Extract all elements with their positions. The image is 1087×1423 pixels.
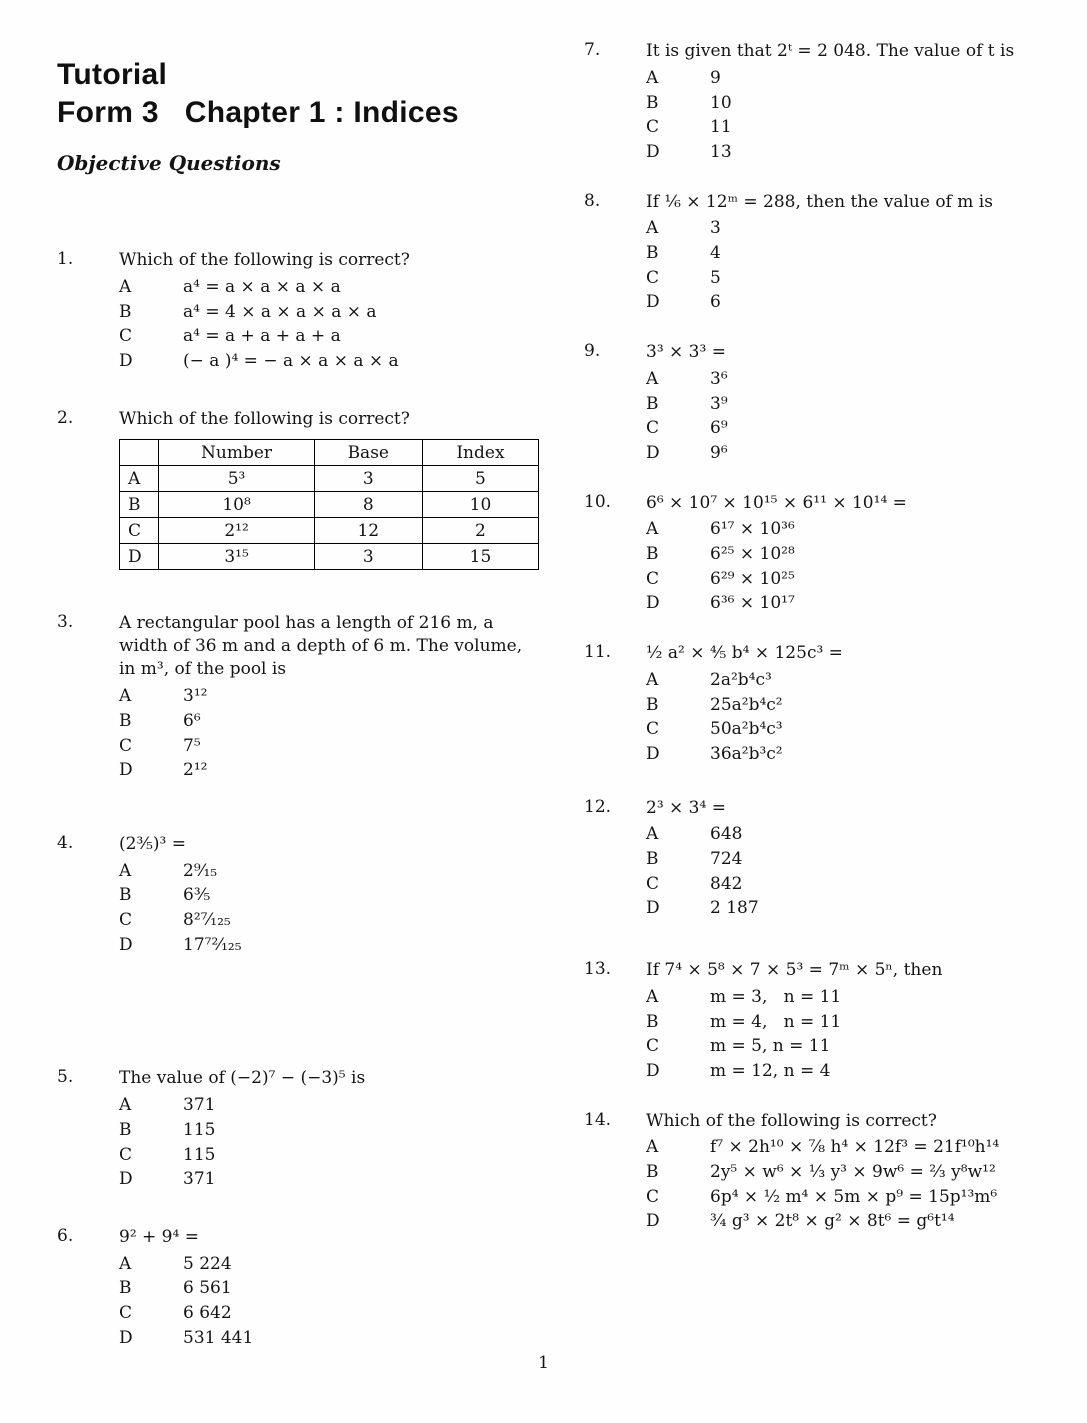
- options: [646, 517, 1037, 616]
- question-stem: (2³⁄₅)³ =: [119, 833, 187, 854]
- option-letter: C: [119, 326, 133, 347]
- options: [646, 668, 1037, 767]
- option: [646, 985, 1037, 1010]
- option-text: 6²⁵ × 10²⁸: [710, 544, 795, 565]
- option-letter: B: [646, 1162, 659, 1183]
- option-letter: C: [119, 910, 133, 931]
- option-text: 6 561: [183, 1278, 232, 1299]
- option: [646, 822, 1037, 847]
- table-header: Base: [314, 440, 422, 466]
- option-text: 6²⁹ × 10²⁵: [710, 568, 795, 589]
- table-row: [120, 518, 539, 544]
- option-text: 724: [710, 849, 743, 870]
- option-text: 10: [710, 92, 732, 113]
- option-letter: C: [646, 117, 660, 138]
- option: [646, 290, 1037, 315]
- option-text: 3⁶: [710, 368, 728, 389]
- table-header: Number: [159, 440, 314, 466]
- option-text: 50a²b⁴c³: [710, 719, 783, 740]
- question-12: [584, 797, 1037, 922]
- option: [646, 1010, 1037, 1035]
- question-7: [584, 40, 1037, 165]
- option: [646, 847, 1037, 872]
- option-text: 6³⁄₅: [183, 885, 211, 906]
- option-letter: D: [119, 1169, 133, 1190]
- option-letter: B: [119, 1119, 132, 1140]
- option-text: 25a²b⁴c²: [710, 694, 783, 715]
- option-letter: D: [119, 760, 133, 781]
- question-number: 1.: [57, 249, 74, 269]
- question-number: 11.: [584, 642, 612, 662]
- table-cell: 2: [422, 518, 538, 544]
- option: [119, 1118, 539, 1143]
- option-text: m = 3, n = 11: [710, 986, 842, 1007]
- option-letter: C: [646, 267, 660, 288]
- table-cell: A: [120, 466, 159, 492]
- option-letter: C: [646, 1036, 660, 1057]
- option-text: f⁷ × 2h¹⁰ × ⁷⁄₈ h⁴ × 12f³ = 21f¹⁰h¹⁴: [710, 1137, 1000, 1158]
- option-text: 115: [183, 1144, 216, 1165]
- option: [646, 115, 1037, 140]
- option: [646, 542, 1037, 567]
- question-stem: The value of (−2)⁷ − (−3)⁵ is: [119, 1068, 366, 1089]
- options: [119, 684, 539, 783]
- question-body: [119, 612, 539, 782]
- question-14: [584, 1110, 1037, 1235]
- option: [119, 1093, 539, 1118]
- option: [119, 684, 539, 709]
- table-header-row: [120, 440, 539, 466]
- option-letter: B: [646, 849, 659, 870]
- section-heading: Objective Questions: [57, 151, 281, 175]
- option-letter: A: [119, 276, 132, 297]
- question-number: 3.: [57, 612, 74, 633]
- question-8: [584, 191, 1037, 316]
- question-stem: It is given that 2ᵗ = 2 048. The value of t is: [646, 41, 1015, 61]
- option-letter: C: [646, 568, 660, 589]
- question-body: [119, 1226, 539, 1351]
- option-text: 6 642: [183, 1303, 232, 1324]
- question-body: [646, 959, 1037, 1084]
- option: [646, 742, 1037, 767]
- options: [646, 822, 1037, 921]
- option-letter: D: [646, 1211, 660, 1232]
- option-letter: A: [646, 669, 659, 690]
- option: [119, 300, 539, 325]
- option: [646, 416, 1037, 441]
- question-stem: 6⁶ × 10⁷ × 10¹⁵ × 6¹¹ × 10¹⁴ =: [646, 492, 907, 513]
- option-letter: D: [646, 442, 660, 463]
- option-text: 11: [710, 117, 732, 138]
- question-1: [57, 249, 539, 374]
- question-body: [646, 797, 1037, 922]
- option-text: 5 224: [183, 1253, 232, 1274]
- question-4: [57, 833, 539, 958]
- question-2: [57, 408, 539, 571]
- options: [646, 216, 1037, 315]
- option-text: m = 12, n = 4: [710, 1060, 831, 1081]
- table-row: [120, 492, 539, 518]
- question-number: 13.: [584, 959, 612, 979]
- table-cell: 5³: [159, 466, 314, 492]
- option-letter: A: [646, 986, 659, 1007]
- option: [646, 693, 1037, 718]
- option-text: 3¹²: [183, 686, 208, 707]
- option-letter: B: [646, 1011, 659, 1032]
- option: [646, 266, 1037, 291]
- option: [119, 933, 539, 958]
- option: [119, 859, 539, 884]
- page-title: Tutorial: [57, 58, 168, 91]
- options: [119, 275, 539, 374]
- option-text: 8²⁷⁄₁₂₅: [183, 910, 231, 931]
- table-cell: 3: [314, 544, 422, 570]
- question-stem: Which of the following is correct?: [119, 408, 410, 429]
- question-number: 7.: [584, 40, 601, 60]
- option-letter: A: [646, 1137, 659, 1158]
- option-text: 371: [183, 1095, 216, 1116]
- table-cell: B: [120, 492, 159, 518]
- option-letter: A: [119, 1095, 132, 1116]
- option-text: 2y⁵ × w⁶ × ¹⁄₃ y³ × 9w⁶ = ²⁄₃ y⁸w¹²: [710, 1162, 996, 1183]
- option-letter: D: [646, 898, 660, 919]
- option-letter: B: [646, 243, 659, 264]
- option: [646, 216, 1037, 241]
- question-stem: If 7⁴ × 5⁸ × 7 × 5³ = 7ᵐ × 5ⁿ, then: [646, 960, 943, 980]
- option-letter: C: [119, 1144, 133, 1165]
- table-cell: 5: [422, 466, 538, 492]
- question-stem: Which of the following is correct?: [646, 1110, 937, 1131]
- option: [119, 1276, 539, 1301]
- question-number: 12.: [584, 796, 612, 817]
- option: [646, 1209, 1037, 1234]
- option: [119, 1167, 539, 1192]
- option-letter: C: [119, 1303, 133, 1324]
- option: [646, 1185, 1037, 1210]
- option-text: 9: [710, 67, 721, 88]
- option-letter: A: [646, 368, 659, 389]
- question-5: [57, 1067, 539, 1192]
- table-cell: 3: [314, 466, 422, 492]
- table-cell: D: [120, 544, 159, 570]
- right-column: [584, 38, 1057, 1376]
- option-letter: C: [646, 719, 660, 740]
- option-text: ³⁄₄ g³ × 2t⁸ × g² × 8t⁶ = g⁶t¹⁴: [710, 1211, 955, 1232]
- option-text: 36a²b³c²: [710, 743, 783, 764]
- option-text: a⁴ = 4 × a × a × a × a: [183, 301, 377, 322]
- indices-table: [119, 439, 539, 570]
- option: [646, 872, 1037, 897]
- options: [646, 985, 1037, 1084]
- option-letter: C: [646, 1186, 660, 1207]
- question-stem: 9² + 9⁴ =: [119, 1226, 199, 1247]
- options: [646, 1135, 1037, 1234]
- option: [646, 1160, 1037, 1185]
- option-text: 6p⁴ × ¹⁄₂ m⁴ × 5m × p⁹ = 15p¹³m⁶: [710, 1186, 998, 1207]
- option-text: 6⁹: [710, 418, 728, 439]
- question-stem: ¹⁄₂ a² × ⁴⁄₅ b⁴ × 125c³ =: [646, 643, 843, 663]
- table-cell: 12: [314, 518, 422, 544]
- question-body: [119, 408, 539, 571]
- option: [646, 241, 1037, 266]
- question-stem: Which of the following is correct?: [119, 250, 410, 270]
- option-letter: D: [646, 1060, 660, 1081]
- option-text: m = 4, n = 11: [710, 1011, 842, 1032]
- question-6: [57, 1226, 539, 1351]
- options: [119, 1252, 539, 1351]
- option-text: 531 441: [183, 1327, 254, 1348]
- option: [646, 896, 1037, 921]
- page-number: 1: [538, 1353, 549, 1373]
- question-body: [646, 40, 1037, 165]
- left-column: [57, 38, 584, 1376]
- option: [119, 1301, 539, 1326]
- option-text: 6¹⁷ × 10³⁶: [710, 519, 795, 540]
- option-text: 3⁹: [710, 393, 728, 414]
- option-letter: C: [119, 735, 133, 756]
- option: [119, 275, 539, 300]
- option-letter: B: [646, 694, 659, 715]
- option: [119, 1252, 539, 1277]
- option: [119, 908, 539, 933]
- option-letter: D: [119, 1327, 133, 1348]
- question-number: 5.: [57, 1067, 74, 1088]
- question-stem: 2³ × 3⁴ =: [646, 797, 726, 818]
- option-text: 9⁶: [710, 442, 728, 463]
- option-text: 371: [183, 1169, 216, 1190]
- option-letter: D: [646, 593, 660, 614]
- option-letter: A: [119, 860, 132, 881]
- option: [119, 1143, 539, 1168]
- option-letter: A: [646, 824, 659, 845]
- two-column-layout: [57, 38, 1057, 1376]
- table-header: Index: [422, 440, 538, 466]
- option-letter: A: [646, 67, 659, 88]
- question-body: [646, 341, 1037, 466]
- option: [646, 66, 1037, 91]
- option: [119, 324, 539, 349]
- question-11: [584, 642, 1037, 767]
- question-9: [584, 341, 1037, 466]
- option-letter: D: [646, 743, 660, 764]
- table-cell: C: [120, 518, 159, 544]
- option-text: 6⁶: [183, 710, 201, 731]
- option-letter: B: [119, 885, 132, 906]
- option-letter: B: [646, 544, 659, 565]
- question-stem: A rectangular pool has a length of 216 m, a width of 36 m and a depth of 6 m. The volume, in m³, of the pool is: [119, 613, 523, 680]
- options: [119, 1093, 539, 1192]
- option: [646, 392, 1037, 417]
- option-text: 6: [710, 292, 721, 313]
- question-10: [584, 492, 1037, 617]
- table-cell: 2¹²: [159, 518, 314, 544]
- option-letter: A: [119, 1253, 132, 1274]
- option: [646, 441, 1037, 466]
- options: [646, 367, 1037, 466]
- option-text: 6³⁶ × 10¹⁷: [710, 593, 795, 614]
- option: [119, 758, 539, 783]
- option: [119, 734, 539, 759]
- option-text: 2 187: [710, 898, 759, 919]
- table-header: [120, 440, 159, 466]
- question-3: [57, 612, 539, 782]
- option-text: m = 5, n = 11: [710, 1036, 831, 1057]
- option-text: 648: [710, 824, 743, 845]
- question-number: 10.: [584, 491, 612, 512]
- option-letter: B: [119, 710, 132, 731]
- option: [646, 668, 1037, 693]
- option-letter: B: [646, 92, 659, 113]
- question-13: [584, 959, 1037, 1084]
- option: [646, 517, 1037, 542]
- option: [646, 1034, 1037, 1059]
- question-number: 2.: [57, 407, 74, 428]
- table-cell: 3¹⁵: [159, 544, 314, 570]
- option-letter: B: [119, 1278, 132, 1299]
- option-letter: A: [119, 686, 132, 707]
- option: [646, 1135, 1037, 1160]
- question-stem: If ¹⁄₆ × 12ᵐ = 288, then the value of m is: [646, 191, 993, 212]
- option-text: 5: [710, 267, 721, 288]
- option-letter: C: [646, 418, 660, 439]
- option: [119, 709, 539, 734]
- option-text: 115: [183, 1119, 216, 1140]
- options: [646, 66, 1037, 165]
- option-letter: D: [646, 141, 660, 162]
- option: [646, 567, 1037, 592]
- option-text: 2¹²: [183, 760, 208, 781]
- question-body: [119, 1067, 539, 1192]
- question-number: 6.: [57, 1225, 74, 1246]
- option-text: 4: [710, 243, 721, 264]
- question-body: [646, 191, 1037, 316]
- option-text: 2a²b⁴c³: [710, 669, 772, 690]
- header: [57, 56, 539, 175]
- question-body: [119, 249, 539, 374]
- question-body: [646, 642, 1037, 767]
- option-letter: B: [119, 301, 132, 322]
- question-body: [119, 833, 539, 958]
- table-cell: 10: [422, 492, 538, 518]
- question-number: 9.: [584, 341, 601, 361]
- option-letter: A: [646, 218, 659, 239]
- option-text: 2⁹⁄₁₅: [183, 860, 218, 881]
- option: [646, 1059, 1037, 1084]
- option-letter: D: [119, 934, 133, 955]
- option-letter: B: [646, 393, 659, 414]
- option: [646, 367, 1037, 392]
- option-text: 17⁷²⁄₁₂₅: [183, 934, 242, 955]
- option: [119, 1326, 539, 1351]
- option-text: 3: [710, 218, 721, 239]
- table-row: [120, 544, 539, 570]
- table-row: [120, 466, 539, 492]
- option-text: 7⁵: [183, 735, 201, 756]
- table-cell: 15: [422, 544, 538, 570]
- option-letter: A: [646, 519, 659, 540]
- question-number: 8.: [584, 190, 601, 211]
- option: [119, 883, 539, 908]
- question-body: [646, 1110, 1037, 1235]
- option: [646, 591, 1037, 616]
- option-text: a⁴ = a × a × a × a: [183, 276, 341, 297]
- options: [119, 859, 539, 958]
- option: [646, 91, 1037, 116]
- option-letter: D: [646, 292, 660, 313]
- option: [646, 717, 1037, 742]
- option-text: (− a )⁴ = − a × a × a × a: [183, 350, 399, 371]
- option-text: 842: [710, 873, 743, 894]
- question-number: 4.: [57, 832, 74, 853]
- question-stem: 3³ × 3³ =: [646, 342, 726, 362]
- table-cell: 10⁸: [159, 492, 314, 518]
- question-number: 14.: [584, 1109, 612, 1130]
- option: [119, 349, 539, 374]
- page-subtitle: Form 3 Chapter 1 : Indices: [57, 95, 459, 129]
- option-letter: D: [119, 350, 133, 371]
- option-letter: C: [646, 873, 660, 894]
- table-cell: 8: [314, 492, 422, 518]
- option-text: a⁴ = a + a + a + a: [183, 326, 341, 347]
- question-body: [646, 492, 1037, 617]
- option-text: 13: [710, 141, 732, 162]
- option: [646, 140, 1037, 165]
